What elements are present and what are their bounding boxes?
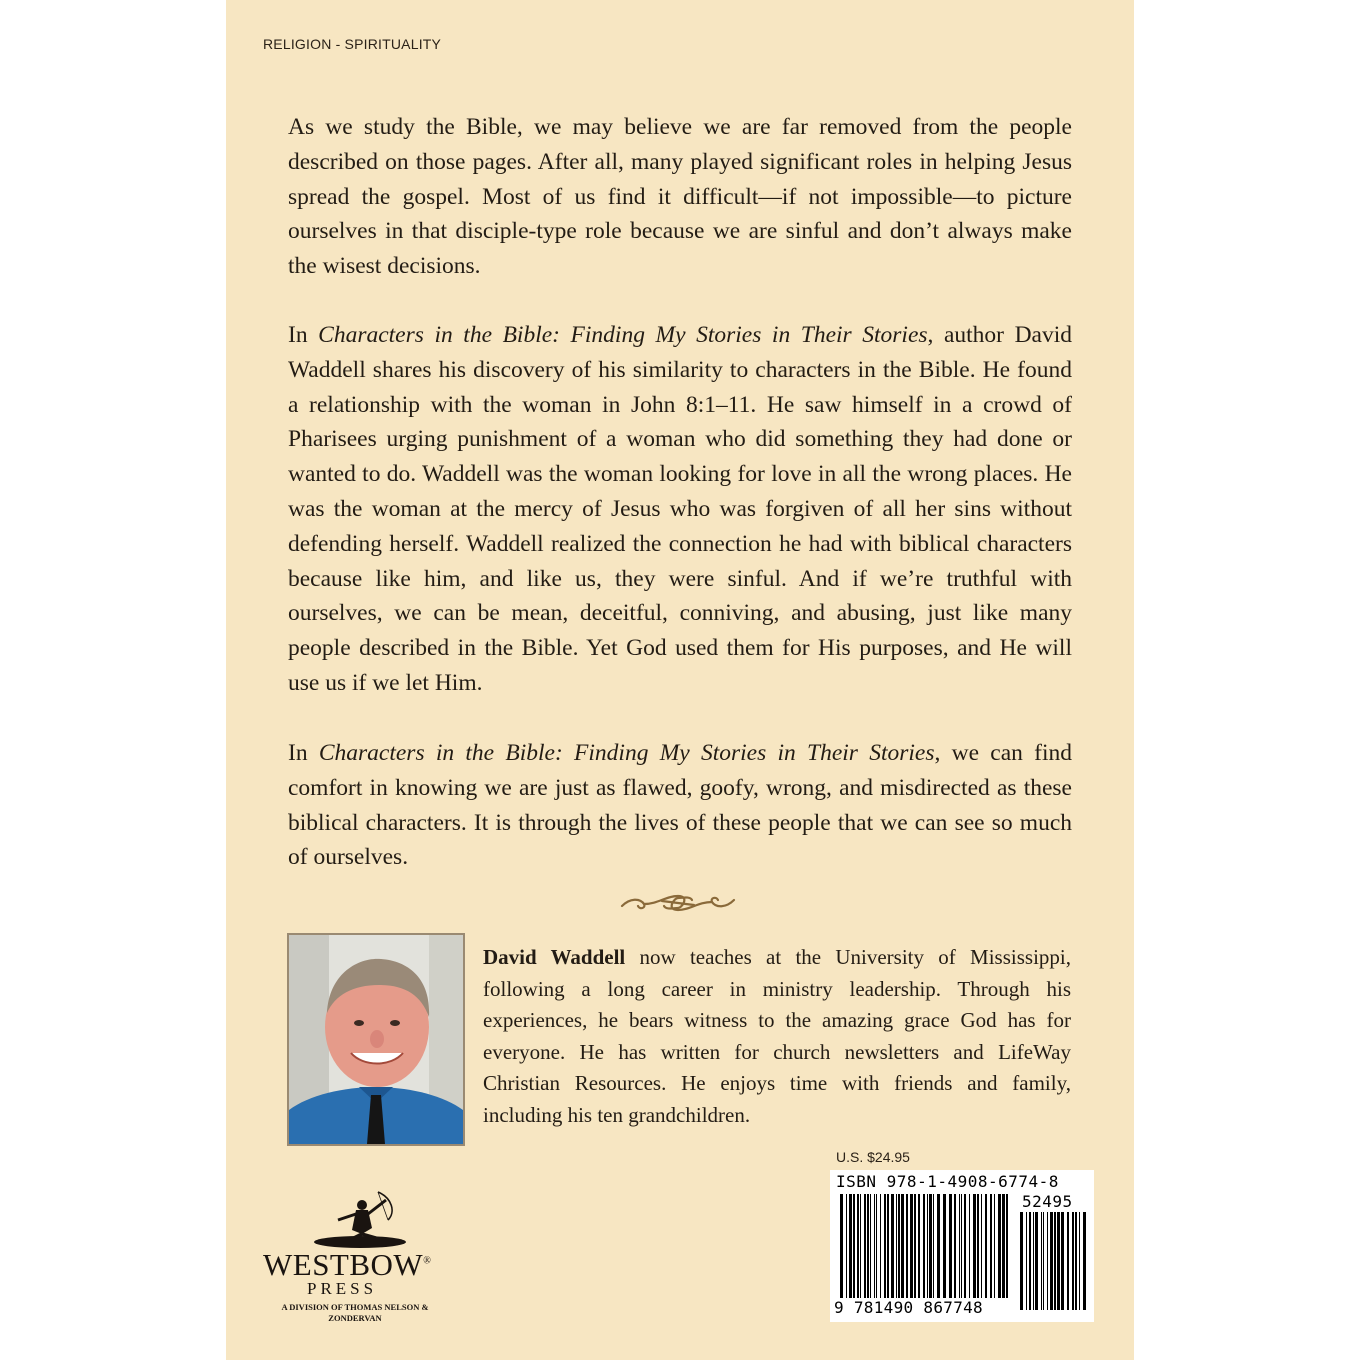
publisher-name: WESTBOW®: [263, 1247, 432, 1282]
blurb-paragraph-3: In Characters in the Bible: Finding My Stories in Their Stories, we can find comfort in knowing we are just as flawed, goofy, wrong, and misdirected as these biblical characters. It is through the lives of these people that we can see so much of ourselves.: [288, 740, 1073, 871]
retail-price: U.S. $24.95: [836, 1149, 910, 1165]
publisher-press: PRESS: [307, 1279, 378, 1298]
category-label: RELIGION - SPIRITUALITY: [263, 36, 442, 52]
barcode-block: [830, 1170, 1094, 1322]
blurb-paragraph-1: As we study the Bible, we may believe we are far removed from the people described on those pages. After all, many played significant roles in helping Jesus spread the gospel. Most of us find it difficult—if not impossible—to picture ourselves in that disciple-type role because we are sinful and don’t always make the wisest decisions.: [288, 114, 1072, 280]
book-title-ref: Characters in the Bible: Finding My Stories in Their Stories: [318, 740, 935, 766]
author-name: David Waddell: [483, 945, 626, 969]
isbn-text: ISBN 978-1-4908-6774-8: [836, 1172, 1059, 1191]
book-title-ref: Characters in the Bible: Finding My Stories in Their Stories: [318, 322, 928, 348]
blurb-paragraph-2: In Characters in the Bible: Finding My Stories in Their Stories, author David Waddell shares his discovery of his similarity to characters in the Bible. He found a relationship with the woman in John 8:1–11. He saw himself in a crowd of Pharisees urging punishment of a woman who did something they had done or wanted to do. Waddell was the woman looking for love in all the wrong places. He was the woman at the mercy of Jesus who was forgiven of all her sins without defending herself. Waddell realized the connection he had with biblical characters because like him, and like us, they were sinful. And if we’re truthful with ourselves, we can be mean, deceitful, conniving, and abusing, just like many people described in the Bible. Yet God used them for His purposes, and He will use us if we let Him.: [288, 322, 1072, 696]
author-portrait-icon: [289, 935, 463, 1144]
author-photo: [287, 933, 465, 1146]
price-code: 52495: [1022, 1192, 1073, 1211]
ornament-flourish-icon: [618, 884, 738, 920]
ean-digits: 9 781490 867748: [834, 1298, 983, 1317]
author-bio: David Waddell now teaches at the University of Mississippi, following a long career in ministry leadership. Through his experiences, he bears witness to the amazing grace God has for everyone. He has written for church newsletters and LifeWay Christian Resources. He enjoys time with friends and family, including his ten grandchildren.: [483, 945, 1071, 1127]
publisher-division: A DIVISION OF THOMAS NELSON & ZONDERVAN: [281, 1302, 429, 1323]
